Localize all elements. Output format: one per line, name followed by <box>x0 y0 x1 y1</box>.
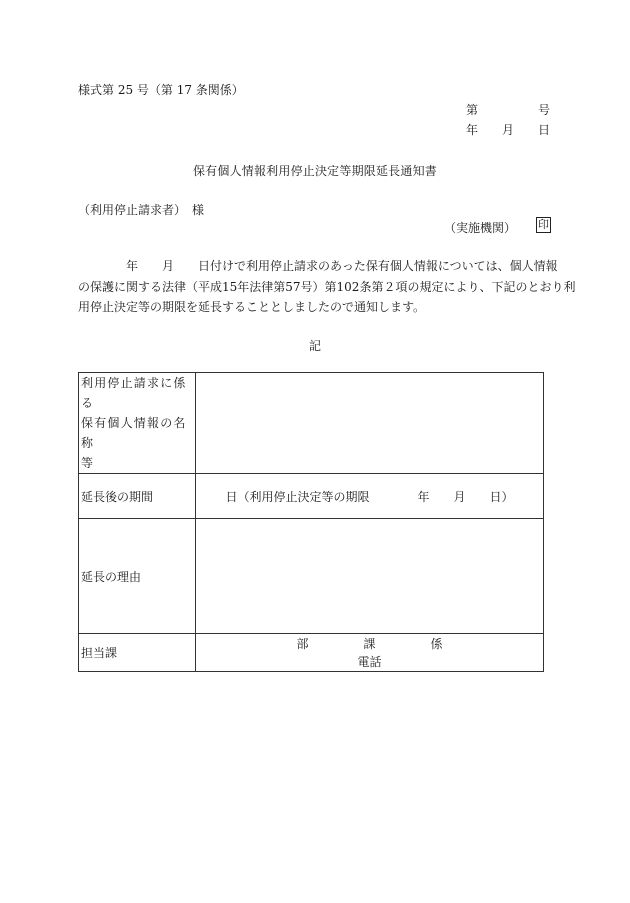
info-name-label-line-2: 保有個人情報の名称 <box>81 416 187 450</box>
extension-reason-value <box>196 519 544 634</box>
section-label: 課 <box>363 636 376 651</box>
date-year: 年 <box>466 123 479 137</box>
department-row <box>198 635 541 653</box>
form-number: 様式第 25 号（第 17 条関係） <box>78 83 244 97</box>
notice-body <box>78 256 576 318</box>
addressee: （利用停止請求者） 様 <box>78 203 205 217</box>
extension-reason-label: 延長の理由 <box>79 519 196 634</box>
responsible-section-label: 担当課 <box>79 634 196 672</box>
info-name-label <box>79 373 196 474</box>
body-line-1: 年 月 日付けで利用停止請求のあった保有個人情報については、個人情報 <box>78 259 558 273</box>
document-number <box>466 101 550 118</box>
issue-date <box>466 121 550 138</box>
details-table <box>78 372 544 672</box>
phone-label: 電話 <box>357 654 382 669</box>
table-row <box>79 634 544 672</box>
info-name-label-line-3: 等 <box>81 456 95 470</box>
doc-number-prefix: 第 <box>466 103 479 117</box>
info-name-label-line-1: 利用停止請求に係る <box>81 376 187 410</box>
doc-number-suffix: 号 <box>537 103 550 117</box>
date-month: 月 <box>501 123 514 137</box>
info-name-value <box>196 373 544 474</box>
table-row <box>79 474 544 519</box>
table-row <box>79 519 544 634</box>
ki-heading: 記 <box>308 339 321 353</box>
unit-label: 係 <box>430 636 443 651</box>
extension-period-value: 日（利用停止決定等の期限 年 月 日） <box>196 474 544 519</box>
department-label: 部 <box>296 636 309 651</box>
date-day: 日 <box>537 123 550 137</box>
table-row <box>79 373 544 474</box>
body-line-2: の保護に関する法律（平成15年法律第57号）第102条第２項の規定により、下記のとおり利 <box>78 279 576 294</box>
implementing-agency: （実施機関） <box>444 221 517 235</box>
extension-period-label: 延長後の期間 <box>79 474 196 519</box>
responsible-section-value <box>196 634 544 672</box>
seal-box: 印 <box>538 218 549 231</box>
document-title: 保有個人情報利用停止決定等期限延長通知書 <box>192 164 437 178</box>
body-line-3: 用停止決定等の期限を延長することとしましたので通知します。 <box>78 300 426 314</box>
